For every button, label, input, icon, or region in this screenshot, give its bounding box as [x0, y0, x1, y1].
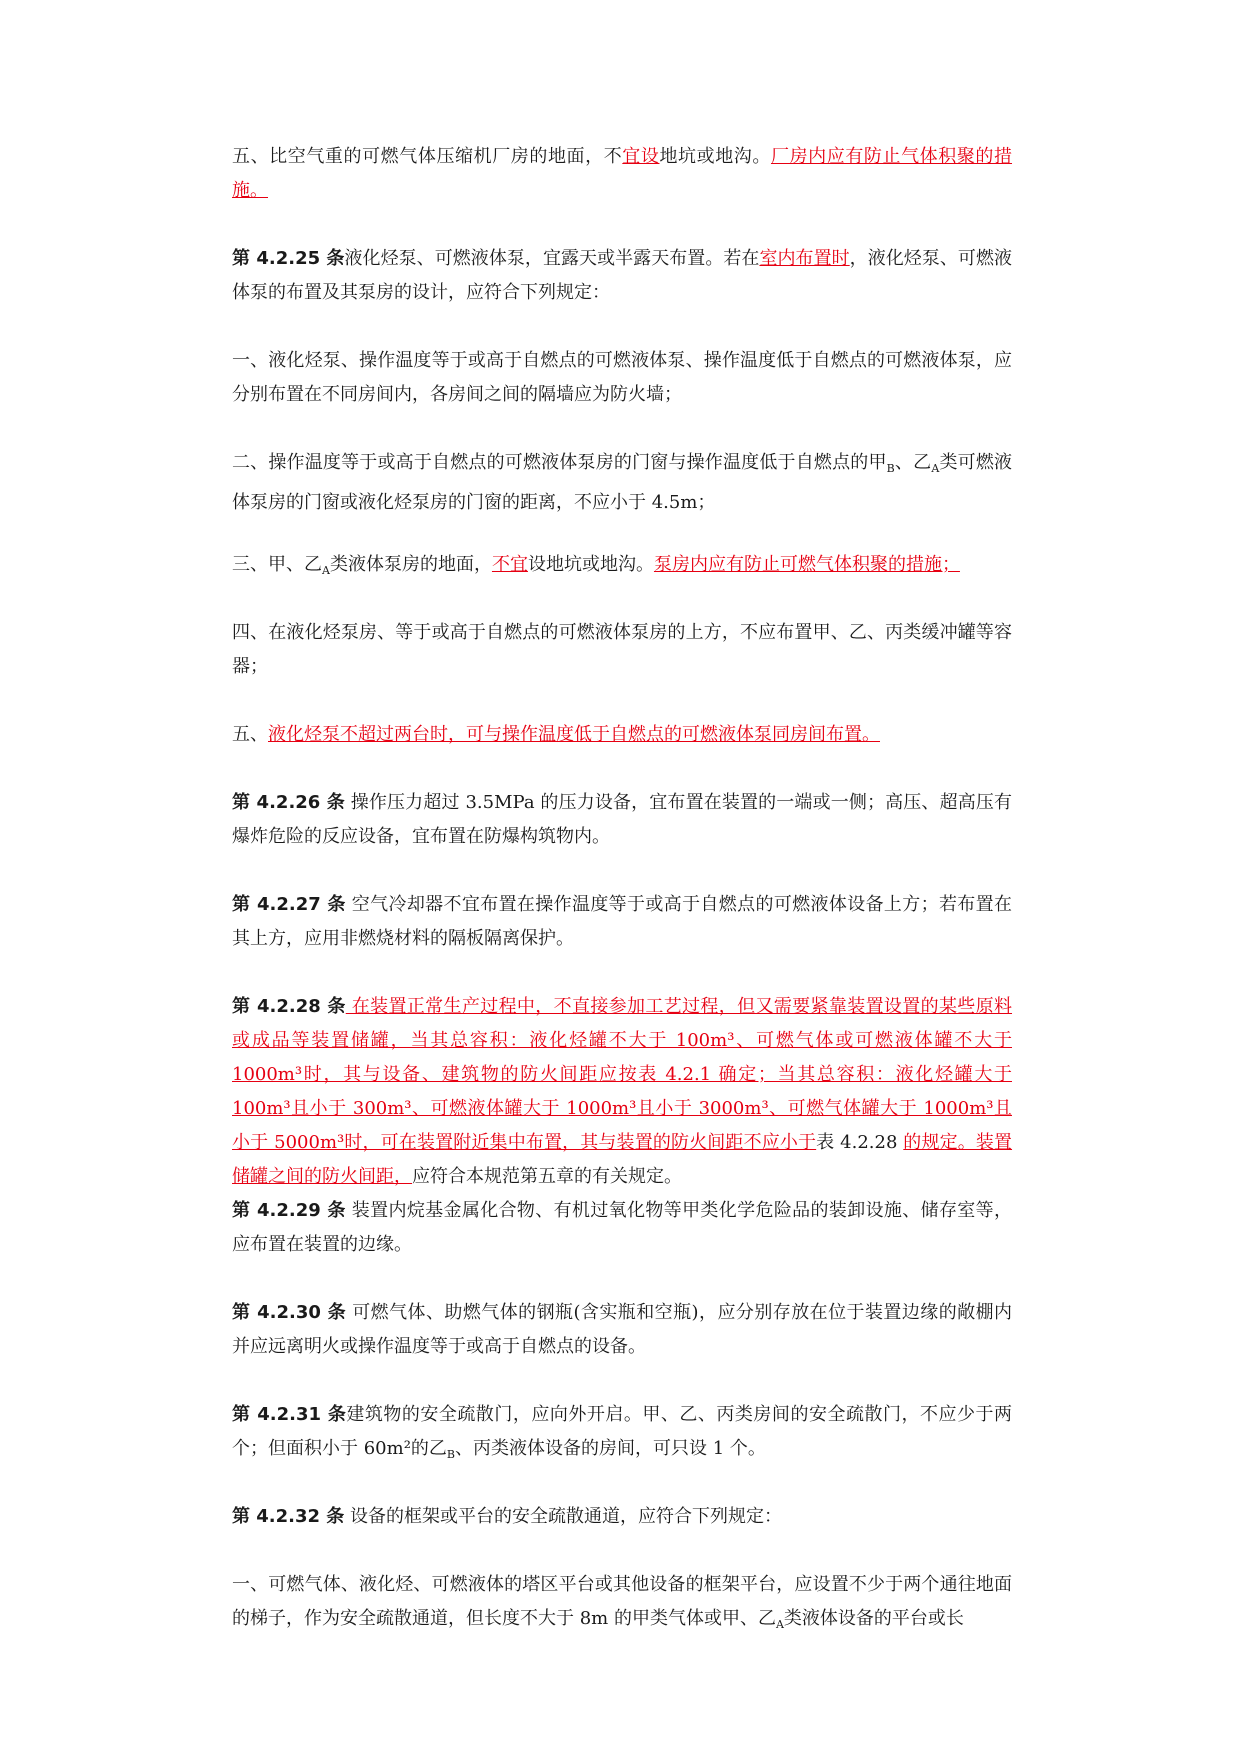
article-4-2-26	[232, 786, 1012, 854]
text-run: 操作压力超过 3.5MPa 的压力设备，宜布置在装置的一端或一侧；高压、超高压有爆炸危险的反应设备，宜布置在防爆构筑物内。	[232, 792, 1012, 847]
clause-4-above-pump-rooms	[232, 616, 1012, 684]
revised-text: 在装置正常生产过程中，不直接参加工艺过程，但又需要紧靠装置设置的某些原料或成品等装置储罐，当其总容积：液化烃罐不大于 100m³、可燃气体或可燃液体罐不大于 1000m³时，其与设备、建筑物的防火间距应按表 4.2.1 确定；当其总容积：液化烃罐大于 100m³且小于 300m³、可燃液体罐大于 1000m³且小于 3000m³、可燃气体罐大于 1000m³且小于 5000m³时，可在装置附近集中布置，其与装置的防火间距不应小于	[232, 996, 1013, 1153]
text-run: 类液体泵房的地面，	[329, 554, 492, 575]
clause-1-pump-rooms	[232, 344, 1012, 412]
article-4-2-30	[232, 1296, 1012, 1364]
article-4-2-27	[232, 888, 1012, 956]
text-run: 应符合本规范第五章的有关规定。	[412, 1166, 682, 1187]
revised-text: 宜设	[622, 146, 660, 167]
article-4-2-29	[232, 1194, 1012, 1262]
revised-text: 不宜	[491, 554, 528, 575]
article-label: 第 4.2.31 条	[232, 1404, 347, 1425]
text-run: 类液体设备的平台或长	[783, 1608, 964, 1629]
text-run: 、乙	[894, 452, 932, 473]
revised-text: 室内布置时	[759, 248, 850, 269]
text-run: 地坑或地沟。	[659, 146, 771, 167]
article-label: 第 4.2.27 条	[232, 894, 346, 915]
subscript: A	[322, 564, 330, 577]
text-run: 五、比空气重的可燃气体压缩机厂房的地面，不	[232, 146, 623, 167]
clause-1-evacuation-ladders	[232, 1568, 1012, 1642]
article-4-2-32	[232, 1500, 1012, 1534]
subscript: A	[775, 1618, 784, 1631]
revised-text: 泵房内应有防止可燃气体积聚的措施；	[653, 554, 960, 575]
clause-3-pump-floor	[232, 548, 1012, 588]
paragraph-5-gas-compressor	[232, 140, 1012, 208]
text-run: 空气冷却器不宜布置在操作温度等于或高于自燃点的可燃液体设备上方；若布置在其上方，应用非燃烧材料的隔板隔离保护。	[232, 894, 1013, 949]
subscript: B	[886, 462, 895, 475]
article-4-2-25	[232, 242, 1012, 310]
article-4-2-31	[232, 1398, 1012, 1472]
text-run: 设地坑或地沟。	[527, 554, 654, 575]
text-run: 可燃气体、助燃气体的钢瓶(含实瓶和空瓶)，应分别存放在位于装置边缘的敞棚内并应远离明火或操作温度等于或高于自燃点的设备。	[232, 1302, 1012, 1357]
text-run: 、丙类液体设备的房间，可只设 1 个。	[455, 1438, 766, 1459]
clause-2-door-distance	[232, 446, 1012, 520]
text-run: 建筑物的安全疏散门，应向外开启。甲、乙、丙类房间的安全疏散门，不应少于两个；但面积小于 60m²的乙	[232, 1404, 1012, 1459]
text-run: 二、操作温度等于或高于自燃点的可燃液体泵房的门窗与操作温度低于自燃点的甲	[232, 452, 887, 473]
text-run: 三、甲、乙	[232, 554, 322, 575]
subscript: B	[446, 1448, 456, 1461]
text-run: 设备的框架或平台的安全疏散通道，应符合下列规定：	[344, 1506, 783, 1527]
revised-text: 的规定。装置储罐之间的防火间距，	[232, 1132, 1013, 1187]
text-run: 表 4.2.28	[816, 1132, 904, 1153]
revised-text: 液化烃泵不超过两台时，可与操作温度低于自燃点的可燃液体泵同房间布置。	[268, 724, 880, 745]
text-run: ，液化烃泵、可燃液体泵的布置及其泵房的设计，应符合下列规定：	[232, 248, 1013, 303]
text-run: 五、	[232, 724, 268, 745]
text-run: 四、在液化烃泵房、等于或高于自燃点的可燃液体泵房的上方，不应布置甲、乙、丙类缓冲罐等容器；	[232, 622, 1012, 677]
text-run: 一、可燃气体、液化烃、可燃液体的塔区平台或其他设备的框架平台，应设置不少于两个通往地面的梯子，作为安全疏散通道，但长度不大于 8m 的甲类气体或甲、乙	[232, 1574, 1012, 1629]
text-run: 类可燃液体泵房的门窗或液化烃泵房的门窗的距离，不应小于 4.5m；	[232, 452, 1013, 513]
article-label: 第 4.2.26 条	[232, 792, 345, 813]
text-run: 装置内烷基金属化合物、有机过氧化物等甲类化学危险品的装卸设施、储存室等，应布置在装置的边缘。	[232, 1200, 1013, 1255]
article-label: 第 4.2.32 条	[232, 1506, 345, 1527]
article-4-2-28	[232, 990, 1012, 1194]
clause-5-two-pumps	[232, 718, 1012, 752]
text-run: 液化烃泵、可燃液体泵，宜露天或半露天布置。若在	[344, 248, 760, 269]
article-label: 第 4.2.30 条	[232, 1302, 347, 1323]
revised-text: 厂房内应有防止气体积聚的措施。	[232, 146, 1013, 201]
article-label: 第 4.2.28 条	[232, 996, 346, 1017]
text-run: 一、液化烃泵、操作温度等于或高于自燃点的可燃液体泵、操作温度低于自燃点的可燃液体泵，应分别布置在不同房间内，各房间之间的隔墙应为防火墙；	[232, 350, 1012, 405]
article-label: 第 4.2.25 条	[232, 248, 345, 269]
article-label: 第 4.2.29 条	[232, 1200, 346, 1221]
subscript: A	[931, 462, 940, 475]
